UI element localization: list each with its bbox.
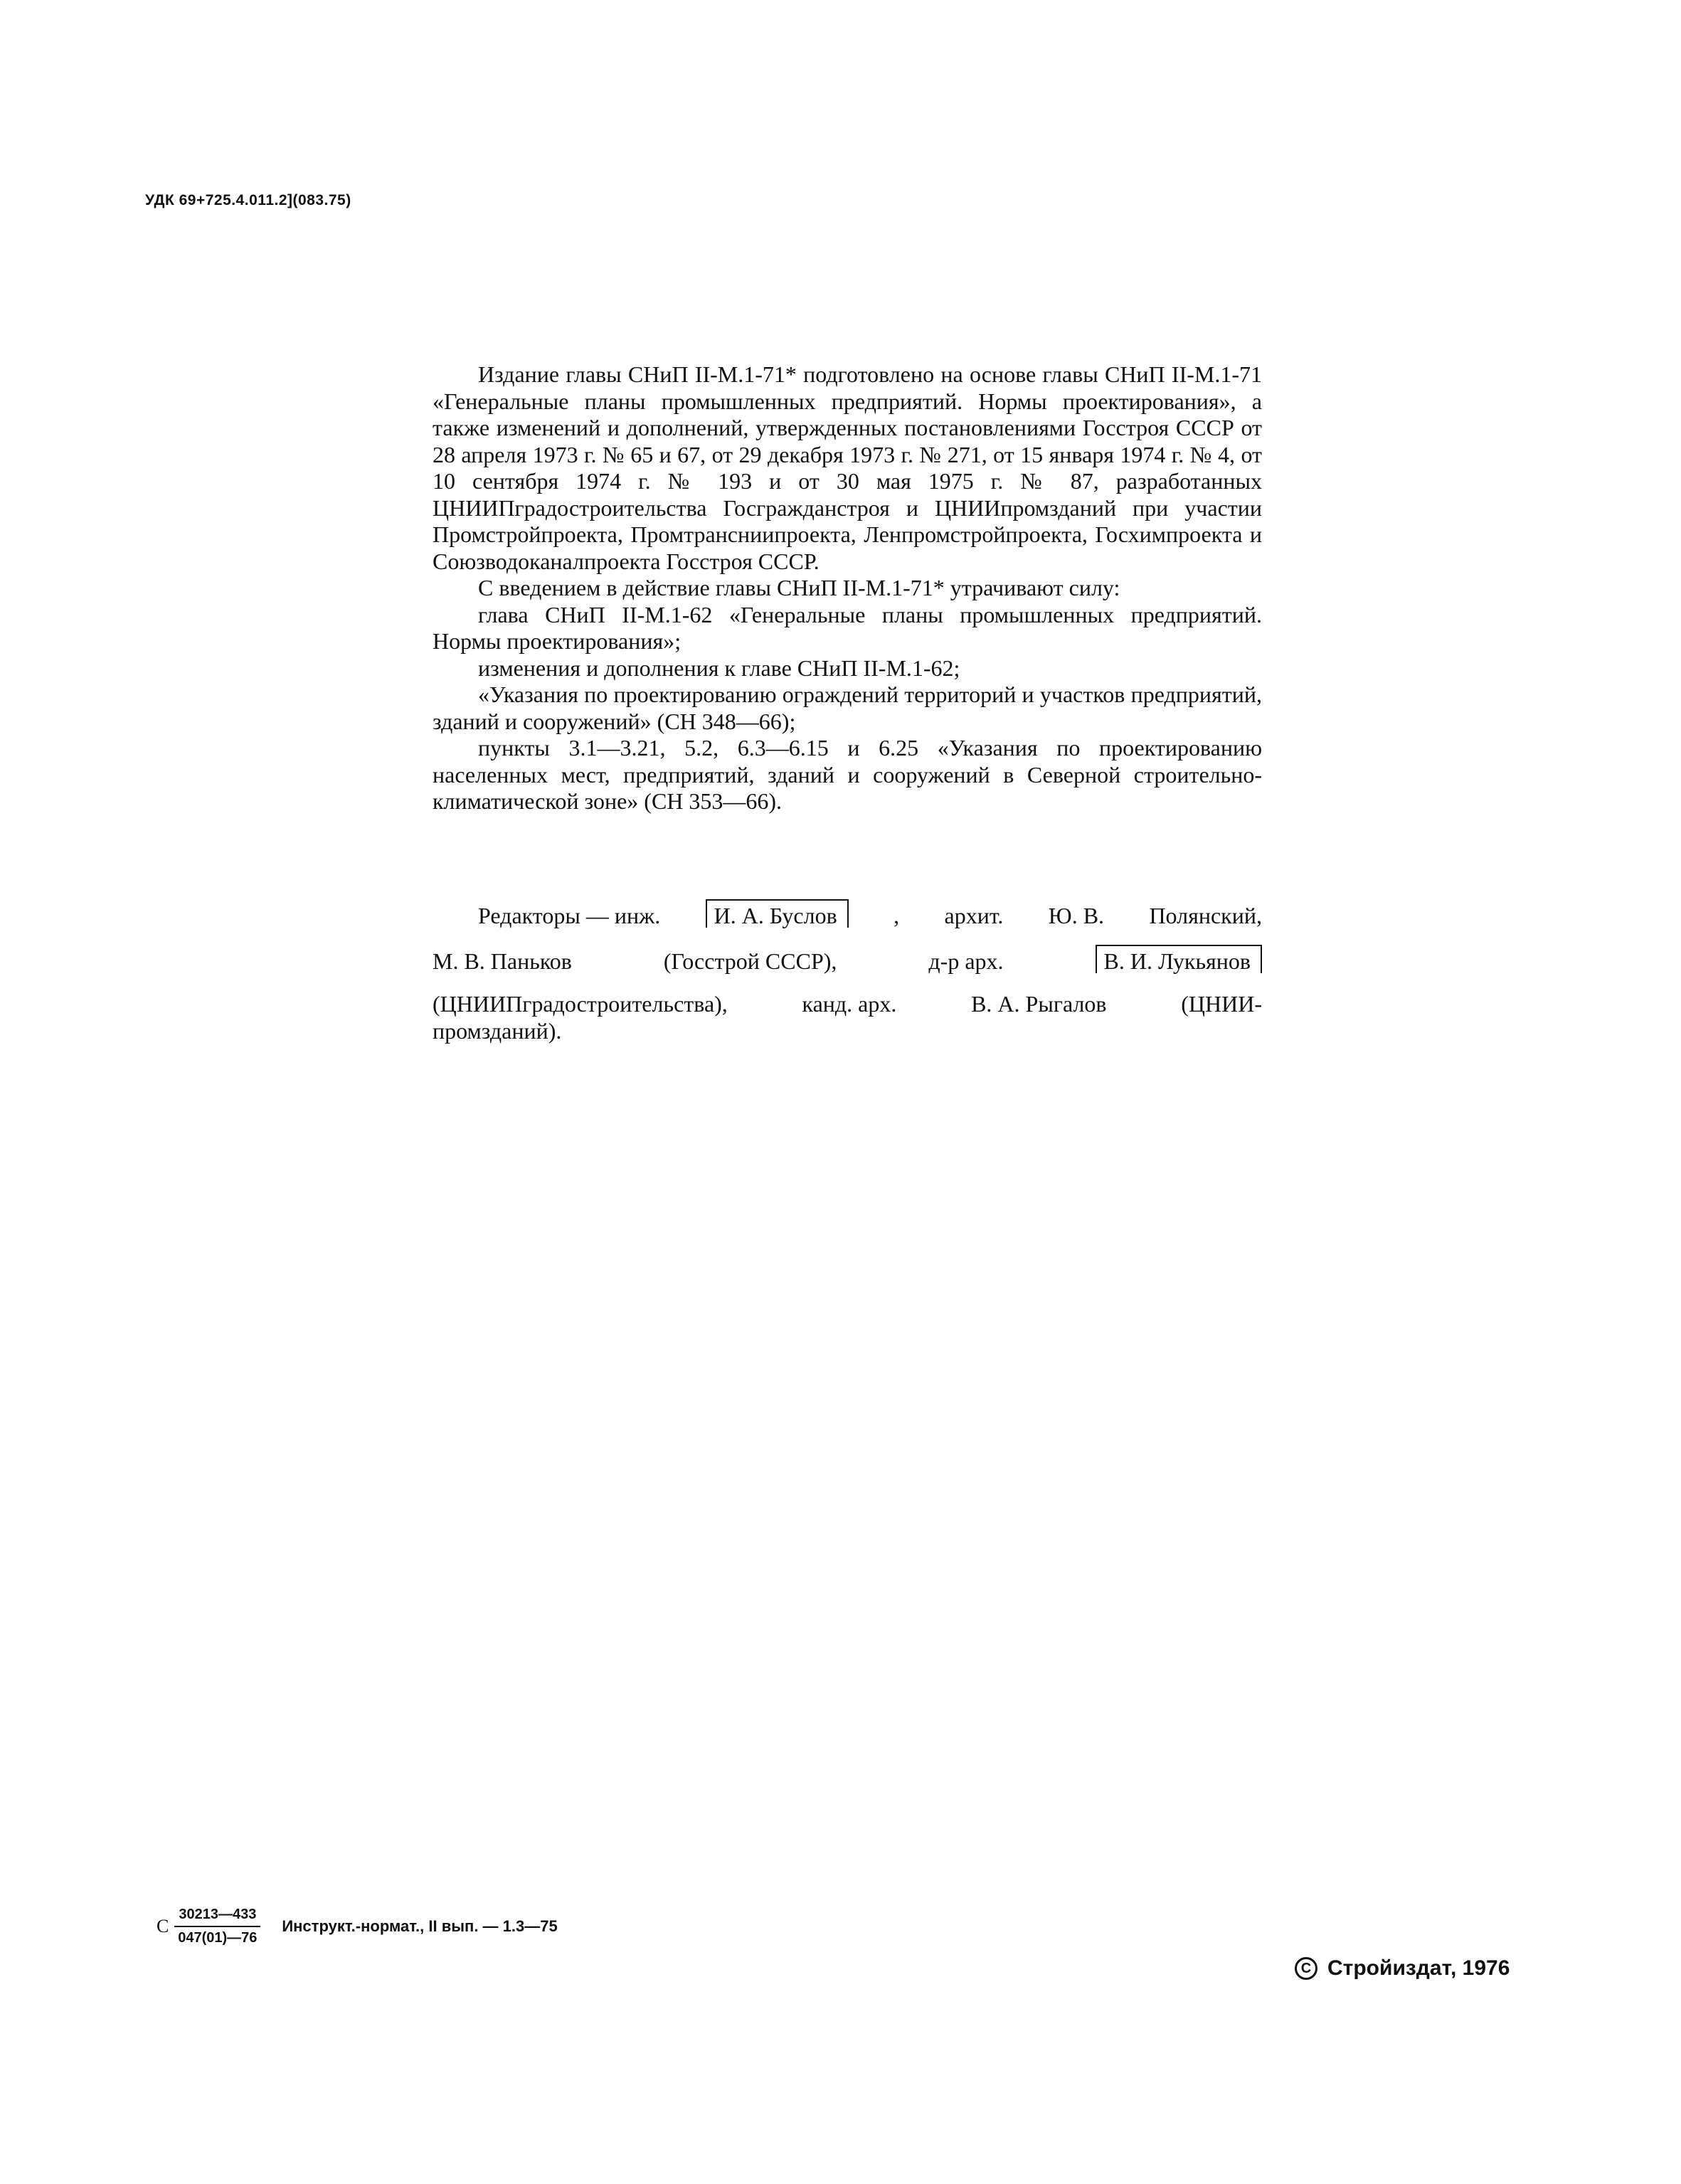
imprint-prefix: С <box>157 1916 169 1936</box>
editor-name-3: В. А. Рыгалов <box>971 991 1107 1017</box>
imprint-numerator: 30213—433 <box>174 1907 260 1927</box>
copyright-text: Стройиздат, 1976 <box>1327 1956 1510 1980</box>
editors-line-2 <box>433 945 1262 990</box>
editors-line-4 <box>433 1017 1262 1044</box>
editor-boxed-name-2: В. И. Лукьянов <box>1096 945 1262 973</box>
editors-label: Редакторы — инж. <box>478 903 661 928</box>
repeal-item-3: «Указания по проектированию ограждений территорий и участков предприятий, зданий и сооружений» (СН 348—66); <box>433 682 1262 734</box>
editor-title-3: канд. арх. <box>802 991 897 1017</box>
editor-name-2: М. В. Паньков <box>433 948 572 974</box>
editors-block <box>433 899 1262 1044</box>
repeal-paragraph: С введением в действие главы СНиП II-М.1-71* утрачивают силу: <box>478 575 1120 600</box>
editor-org-3-start: (ЦНИИ- <box>1181 991 1262 1017</box>
editor-title-1: архит. <box>944 903 1004 928</box>
copyright-line <box>1295 1956 1510 1981</box>
copyright-icon: С <box>1295 1957 1317 1980</box>
editors-line-1 <box>433 899 1262 945</box>
repeal-item-2: изменения и дополнения к главе СНиП II-М.1-62; <box>478 654 960 681</box>
imprint-fraction <box>174 1907 260 1946</box>
udk-code: УДК 69+725.4.011.2](083.75) <box>145 192 351 208</box>
editor-name-1: Полянский, <box>1149 903 1262 928</box>
imprint-code <box>157 1907 558 1946</box>
imprint-denominator: 047(01)—76 <box>178 1930 258 1946</box>
main-text-block <box>433 361 1262 815</box>
editors-comma: , <box>893 903 900 928</box>
intro-paragraph: Издание главы СНиП II-М.1-71* подготовлено на основе главы СНиП II-М.1-71 «Генеральные планы промышленных предприятий. Нормы проектирования», а также изменений и дополнений, утвержденных постановлениями Госстроя СССР от 28 апреля 1973 г. № 65 и 67, от 29 декабря 1973 г. № 271, от 15 января 1974 г. № 4, от 10 сентября 1974 г. № 193 и от 30 мая 1975 г. № 87, разработанных ЦНИИПградостроительства Госгражданстроя и ЦНИИпромзданий при участии Промстройпроекта, Промтрансниипроекта, Ленпромстройпроекта, Госхимпроекта и Союзводоканалпроекта Госстроя СССР. <box>433 361 1262 574</box>
editor-org-3-end: промзданий). <box>433 1018 562 1044</box>
editor-org-2: (Госстрой СССР), <box>663 948 837 974</box>
editor-initials-1: Ю. В. <box>1048 903 1105 928</box>
editor-title-2: д-р арх. <box>928 948 1004 974</box>
imprint-text: Инструкт.-нормат., II вып. — 1.3—75 <box>282 1917 558 1935</box>
repeal-item-4: пункты 3.1—3.21, 5.2, 6.3—6.15 и 6.25 «Указания по проектированию населенных мест, предприятий, зданий и сооружений в Северной строительно-климатической зоне» (СН 353—66). <box>433 735 1262 814</box>
editor-boxed-name-1: И. А. Буслов <box>706 899 849 928</box>
editor-org-3: (ЦНИИПградостроительства), <box>433 991 728 1017</box>
repeal-item-1: глава СНиП II-М.1-62 «Генеральные планы промышленных предприятий. Нормы проектирования»; <box>433 601 1262 654</box>
editors-line-3 <box>433 990 1262 1017</box>
